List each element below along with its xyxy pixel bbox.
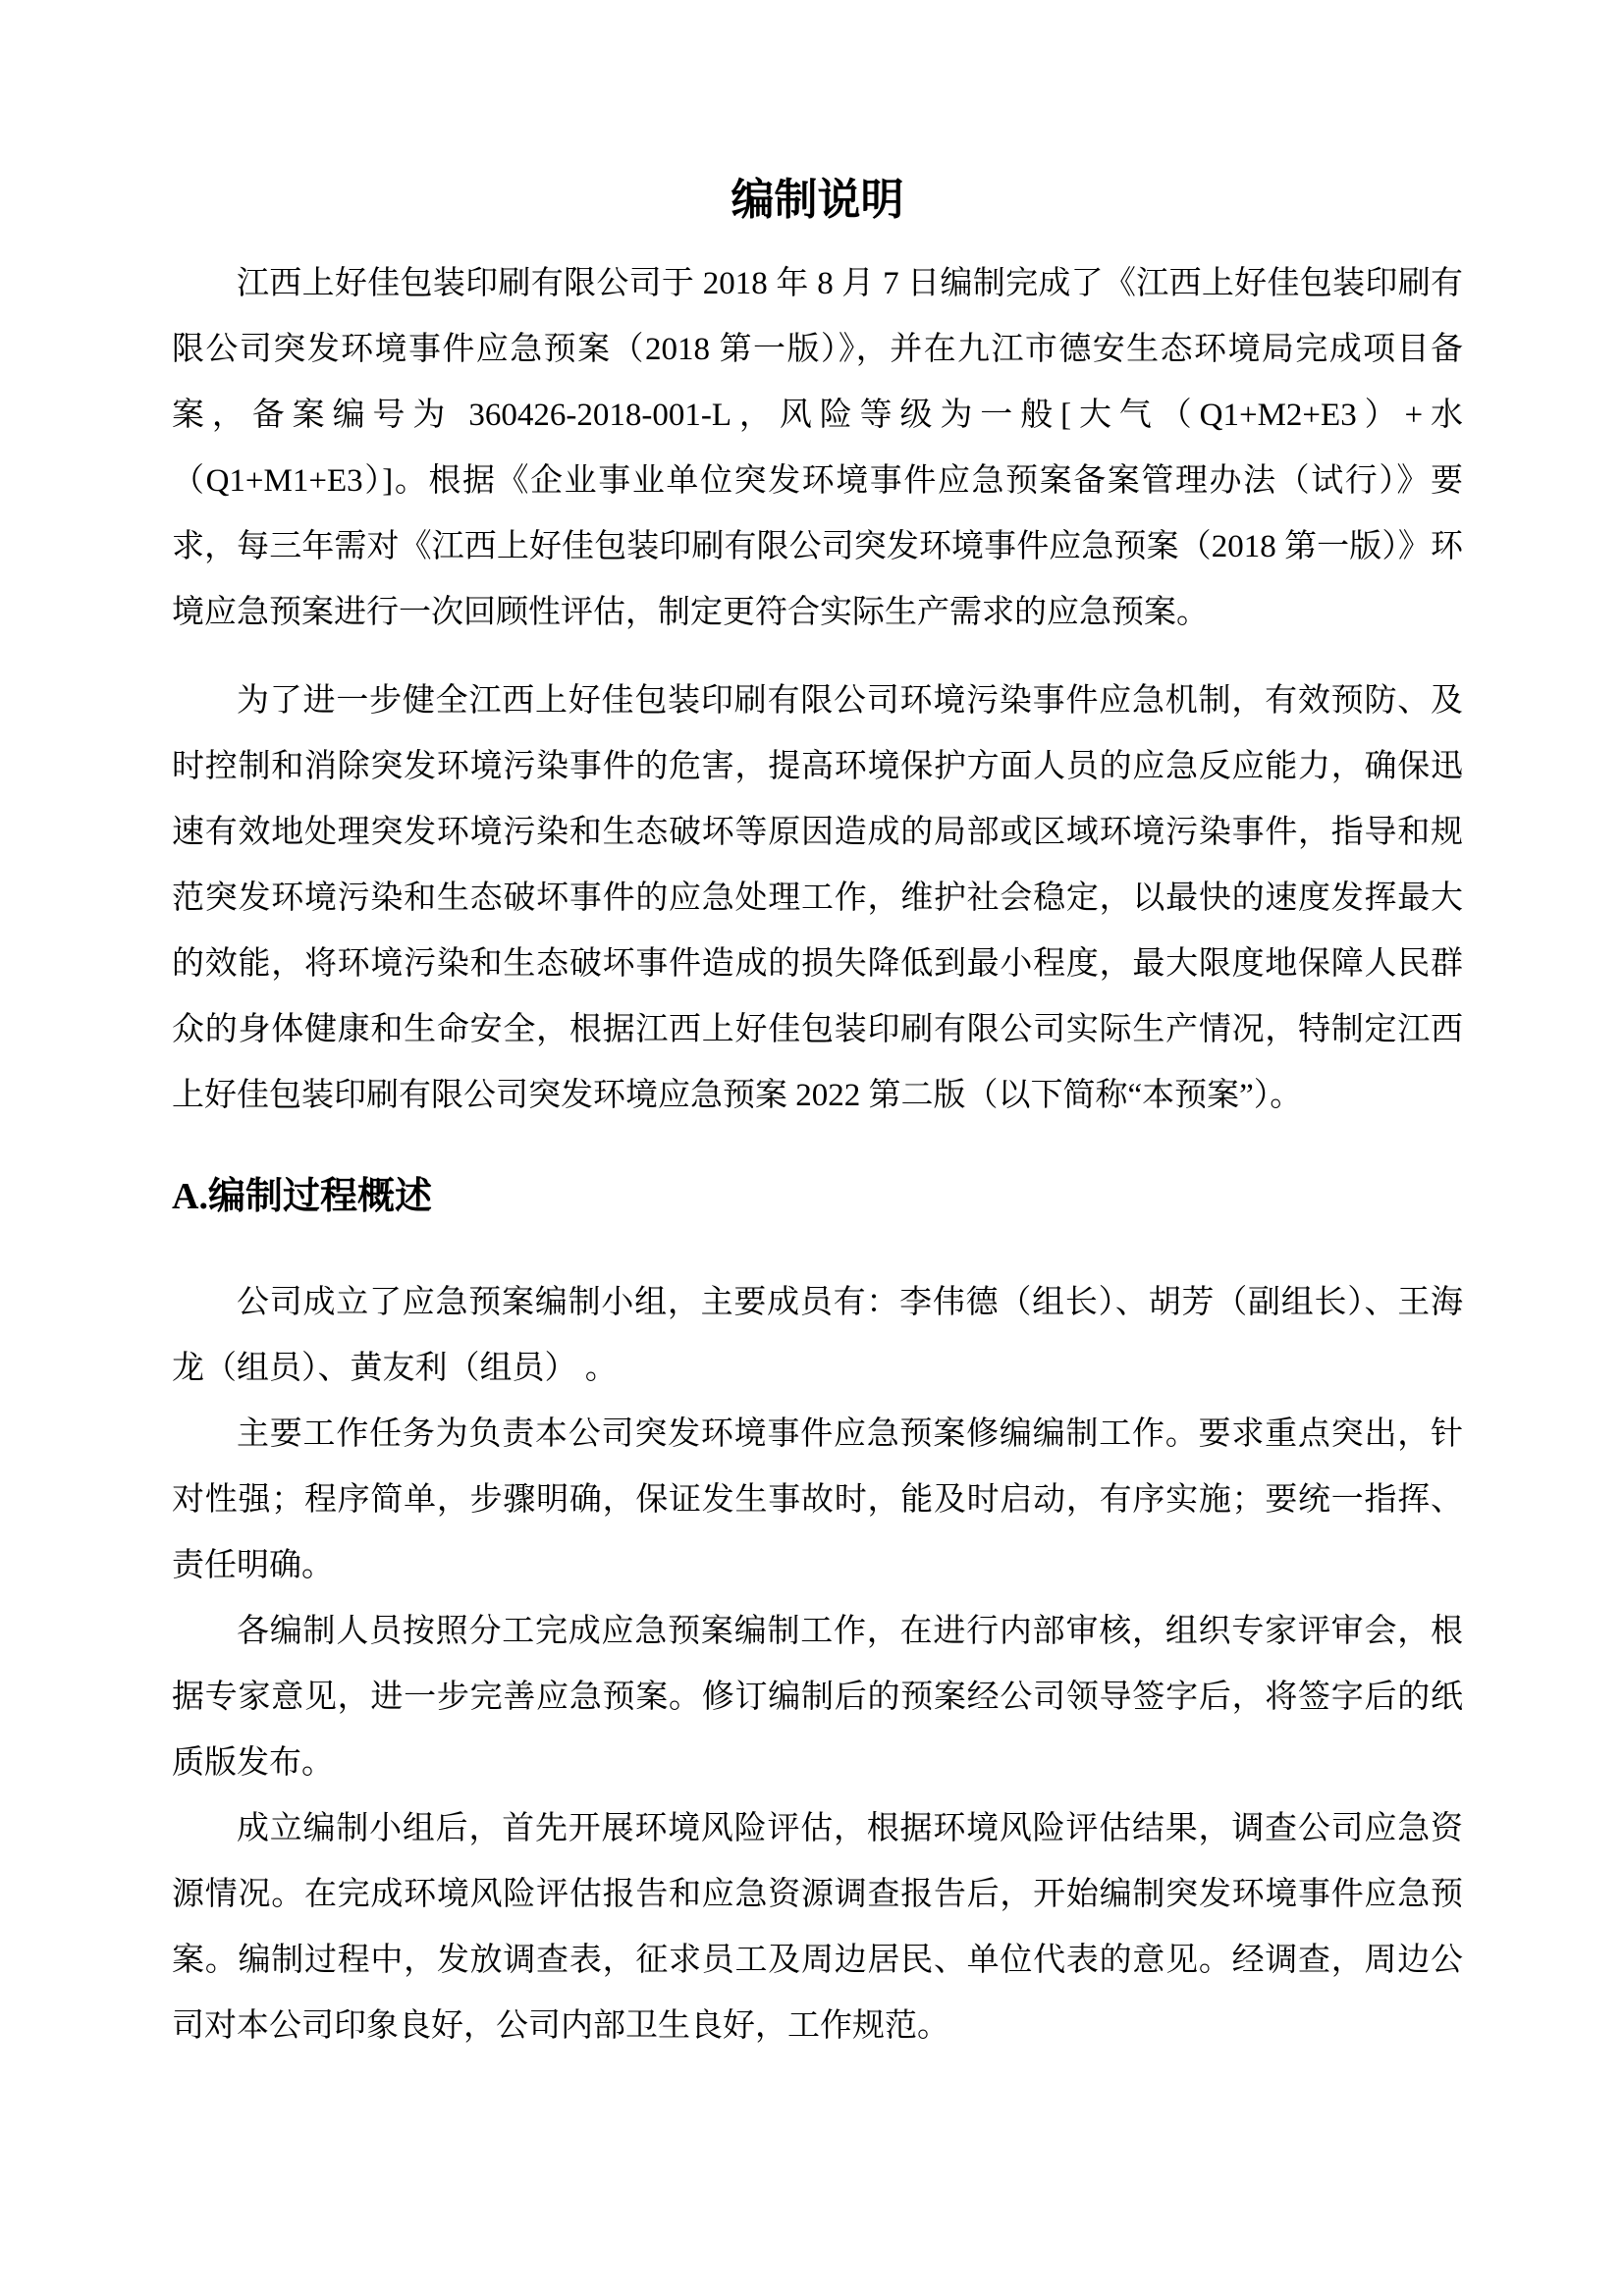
intro-paragraph-1: 江西上好佳包装印刷有限公司于 2018 年 8 月 7 日编制完成了《江西上好佳包装印刷有限公司突发环境事件应急预案（2018 第一版）》，并在九江市德安生态环境局完成项目备案，备案编号为 360426-2018-001-L，风险等级为一般[大气（Q1+M2+E3）+水（Q1+M1+E3）]。根据《企业事业单位突发环境事件应急预案备案管理办法（试行）》要求，每三年需对《江西上好佳包装印刷有限公司突发环境事件应急预案（2018 第一版）》环境应急预案进行一次回顾性评估，制定更符合实际生产需求的应急预案。: [172, 266, 1463, 630]
section-a-paragraph-4: 成立编制小组后，首先开展环境风险评估，根据环境风险评估结果，调查公司应急资源情况。在完成环境风险评估报告和应急资源调查报告后，开始编制突发环境事件应急预案。编制过程中，发放调查表，征求员工及周边居民、单位代表的意见。经调查，周边公司对本公司印象良好，公司内部卫生良好，工作规范。: [172, 1811, 1463, 2044]
intro-paragraph-2: 为了进一步健全江西上好佳包装印刷有限公司环境污染事件应急机制，有效预防、及时控制和消除突发环境污染事件的危害，提高环境保护方面人员的应急反应能力，确保迅速有效地处理突发环境污染和生态破坏等原因造成的局部或区域环境污染事件，指导和规范突发环境污染和生态破坏事件的应急处理工作，维护社会稳定，以最快的速度发挥最大的效能，将环境污染和生态破坏事件造成的损失降低到最小程度，最大限度地保障人民群众的身体健康和生命安全，根据江西上好佳包装印刷有限公司实际生产情况，特制定江西上好佳包装印刷有限公司突发环境应急预案 2022 第二版（以下简称“本预案”）。: [172, 683, 1463, 1113]
section-a-paragraph-3: 各编制人员按照分工完成应急预案编制工作，在进行内部审核，组织专家评审会，根据专家意见，进一步完善应急预案。修订编制后的预案经公司领导签字后，将签字后的纸质版发布。: [172, 1614, 1463, 1781]
section-a-heading: A.编制过程概述: [172, 1176, 432, 1217]
section-a-paragraph-2: 主要工作任务为负责本公司突发环境事件应急预案修编编制工作。要求重点突出，针对性强；程序简单，步骤明确，保证发生事故时，能及时启动，有序实施；要统一指挥、责任明确。: [172, 1416, 1463, 1583]
section-a-paragraph-1: 公司成立了应急预案编制小组，主要成员有：李伟德（组长）、胡芳（副组长）、王海龙（组员）、黄友利（组员） 。: [172, 1285, 1463, 1386]
document-title: 编制说明: [731, 176, 904, 224]
